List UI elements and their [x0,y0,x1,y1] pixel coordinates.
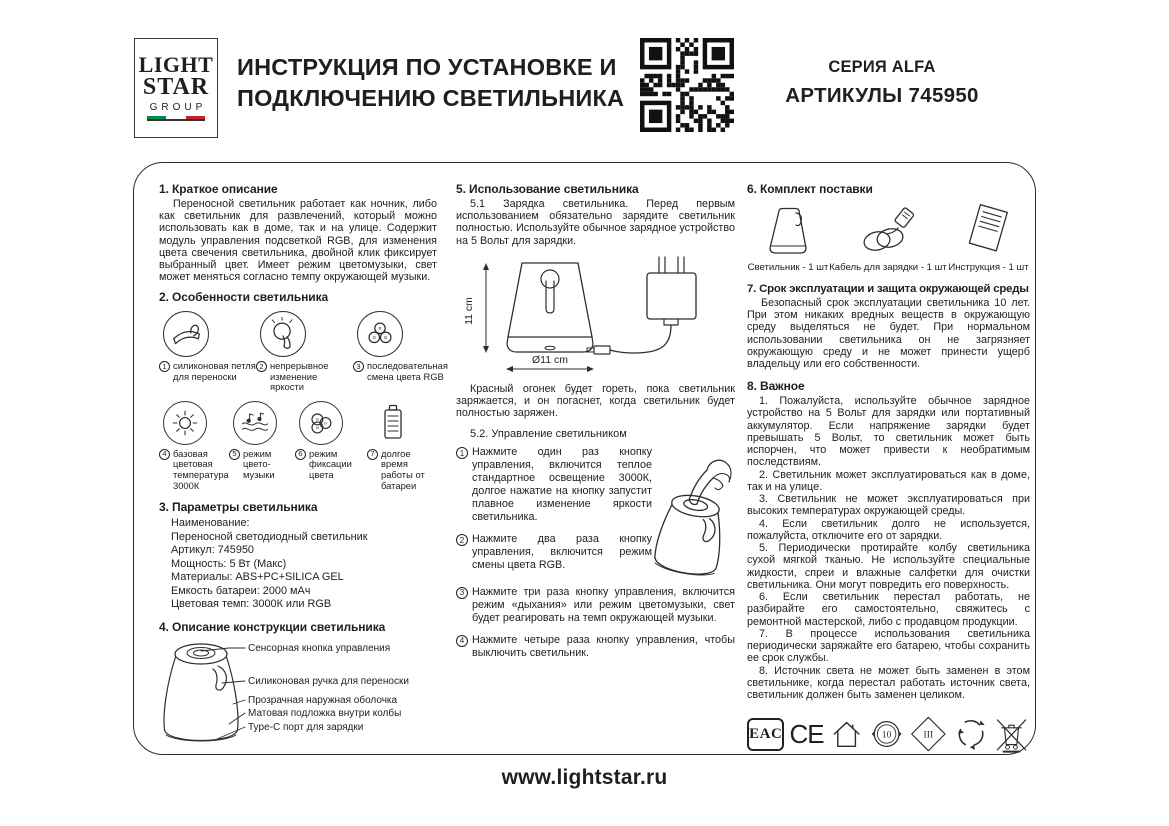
step-4-text: Нажмите четыре раза кнопку управления, чтобы выключить светильник. [472,633,735,659]
dim-diameter-label: Ø11 cm [532,353,568,366]
feature-4-label: базовая цветовая температура 3000К [173,447,229,491]
kit-item-lamp-label: Светильник - 1 шт [747,262,829,273]
kit-item-cable-label: Кабель для зарядки - 1 шт [829,262,947,273]
rgb-cycle-icon [357,311,403,357]
kit-item-lamp [747,202,829,273]
page-title-line1: ИНСТРУКЦИЯ ПО УСТАНОВКЕ И [237,54,617,80]
section7-body: Безопасный срок эксплуатации светильника 10 лет. При этом никаких вредных веществ в окружающую среду выделяться не будет. При нормальном использовании светильника он не загрязняет окружающую среду и не может принести ущерб владельцу или его собственности. [747,297,1030,370]
step-4-number: 4 [456,635,468,647]
website-url: www.lightstar.ru [501,766,668,789]
section6-title: 6. Комплект поставки [747,182,873,196]
feature-battery-life [367,401,437,491]
column-1 [159,182,448,756]
series-label: СЕРИЯ ALFA [828,58,936,76]
svg-text:G: G [323,420,328,426]
section7-title: 7. Срок эксплуатации и защита окружающей среды [747,283,1029,295]
music-waves-icon [233,401,277,445]
section3-title: 3. Параметры светильника [159,500,318,515]
section8-title: 8. Важное [747,379,805,394]
svg-text:G: G [372,335,377,341]
param-line: Наименование: [171,517,250,530]
feature-5-label: режим цвето-музыки [243,447,275,480]
svg-text:10: 10 [881,729,892,741]
lamp-construction-figure [159,638,437,756]
indoor-use-icon [829,714,864,754]
features-row-2 [159,401,437,491]
feature-brightness [256,311,353,393]
callout-matte-base: Матовая подложка внутри колбы [248,707,402,719]
step-2-number: 2 [456,534,468,546]
column-3 [747,182,1030,756]
ce-mark-icon: CE [789,719,824,750]
feature-color-lock [295,401,367,491]
kit-item-cable [829,202,947,273]
page-title-line2: ПОДКЛЮЧЕНИЮ СВЕТИЛЬНИКА [237,85,625,111]
step-1-number: 1 [456,447,468,459]
important-item: 8. Источник света не может быть заменен в этом светильнике, когда перестал работать источник света, светильник должен быть заменен целиком. [747,664,1030,702]
lamp-kit-icon [765,202,811,256]
feature-2-number: 2 [256,361,267,372]
hand-touching-lamp-illustration [649,448,735,598]
svg-text:B: B [316,424,319,430]
section4-title: 4. Описание конструкции светильника [159,619,386,634]
charging-paragraph: 5.1 Зарядка светильника. Перед первым использованием обязательно зарядите светильник полностью. Используйте обычное зарядное устройство на 5 Вольт для зарядки. [456,198,735,247]
feature-1-number: 1 [159,361,170,372]
callout-typec-port: Type-C порт для зарядки [248,721,364,733]
italian-flag-stripe [147,116,205,121]
param-line: Артикул: 745950 [171,544,254,557]
kit-item-manual [947,202,1030,273]
feature-2-label: непрерывное изменение яркости [270,360,329,393]
weee-bin-icon [993,712,1030,756]
kit-contents [747,202,1030,273]
section1-body: Переносной светильник работает как ночник, либо как светильник для развлечений, который можно использовать как в доме, так и на улице. Содержит модуль управления подсветкой RGB, для изменения цвета свечения светильника, двойной клик фиксирует выбранный цвет. Имеет режим цветомузыки, свет может меняться согласно темпу окружающей музыки. [159,198,437,284]
lightstar-logo [134,38,218,138]
column-2 [456,182,735,669]
features-row-1 [159,311,448,393]
important-item: 2. Светильник может эксплуатироваться как в доме, так и на улице. [747,468,1030,493]
svg-text:R: R [378,326,382,332]
ten-year-lifetime-icon [869,714,904,754]
svg-text:R: R [315,416,319,422]
param-line: Материалы: ABS+PC+SILICA GEL [171,571,344,584]
param-line: Цветовая темп: 3000К или RGB [171,598,332,611]
svg-text:B: B [384,335,388,341]
callout-silicone-handle: Силиконовая ручка для переноски [248,675,409,687]
param-line: Переносной светодиодный светильник [171,530,368,543]
eac-mark-icon: EAC [747,718,784,751]
callout-outer-shell: Прозрачная наружная оболочка [248,694,398,706]
feature-carry-loop [159,311,256,393]
series-block [762,58,1002,108]
class-iii-icon [909,712,948,756]
sun-3000k-icon [163,401,207,445]
feature-3-number: 3 [353,361,364,372]
battery-icon [371,401,415,445]
feature-4-number: 4 [159,449,170,460]
step-1-text: Нажмите один раз кнопку управления, включится теплое стандартное освещение 3000К, долгое нажатие на кнопку запустит плавное изменение яркости светильника. [472,446,652,524]
feature-music-mode [229,401,295,491]
important-item: 4. Если светильник долго не используется, пожалуйста, отключите его от зарядки. [747,517,1030,542]
step-2-text: Нажмите два раза кнопку управления, включится режим смены цвета RGB. [472,533,652,571]
step-2 [456,533,652,572]
dim-height-label: 11 cm [463,296,475,325]
step-4 [456,634,735,660]
qr-code [640,38,734,132]
color-fix-icon [299,401,343,445]
important-item: 5. Периодически протирайте колбу светильника сухой мягкой тканью. Не используйте специальные жидкости, спреи и влажные салфетки для очистки светильника. Они могут повредить его поверхность. [747,542,1030,591]
red-light-note: Красный огонек будет гореть, пока светильник заряжается, и он погаснет, когда светильник будет полностью заряжен. [456,382,735,420]
brightness-touch-icon [260,311,306,357]
step-1 [456,446,652,524]
certification-marks [747,712,1030,756]
logo-word-star: STAR [142,74,210,101]
feature-rgb [353,311,448,393]
important-item: 6. Если светильник перестал работать, не разбирайте его самостоятельно, свяжитесь с ремонтной мастерской, либо с продавцом продукции. [747,591,1030,628]
cable-kit-icon [857,202,919,256]
logo-word-group: GROUP [149,101,207,113]
page-title [237,52,624,114]
callout-touch-button: Сенсорная кнопка управления [248,642,391,654]
section2-title: 2. Особенности светильника [159,290,329,305]
carry-loop-icon [163,311,209,357]
section1-title: 1. Краткое описание [159,182,278,196]
charging-diagram [456,253,735,377]
logo-word-light: LIGHT [138,52,214,78]
feature-6-number: 6 [295,449,306,460]
feature-6-label: режим фиксации цвета [309,447,352,480]
param-line: Емкость батареи: 2000 мАч [171,584,311,597]
feature-3-label: последовательная смена цвета RGB [367,360,448,382]
feature-7-label: долгое время работы от батареи [381,447,425,491]
manual-kit-icon [964,202,1014,256]
feature-1-label: силиконовая петля для переноски [173,360,256,382]
important-list [747,395,1030,701]
important-item: 7. В процессе использования светильника периодически заряжайте его батарею, чтобы сохранить ее срок службы. [747,627,1030,665]
feature-color-temp [159,401,229,491]
control-steps [456,446,735,659]
step-3-number: 3 [456,587,468,599]
feature-5-number: 5 [229,449,240,460]
article-number: АРТИКУЛЫ 745950 [785,84,979,107]
feature-7-number: 7 [367,449,378,460]
recycle-icon [953,714,988,754]
important-item: 1. Пожалуйста, используйте обычное зарядное устройство на 5 Вольт для зарядки или портативный аккумулятор. Если напряжение зарядки будет превышать 5 Вольт, то светильник может быть испорчен, что может привести к необратимым последствиям. [747,395,1030,469]
important-item: 3. Светильник не может эксплуатироваться при высоких температурах окружающей среды. [747,493,1030,518]
kit-item-manual-label: Инструкция - 1 шт [948,262,1029,273]
section52-subtitle: 5.2. Управление светильником [470,428,627,441]
step-3-text: Нажмите три раза кнопку управления, включится режим «дыхания» или режим цветомузыки, свет будет реагировать на темп окружающей музыки. [472,585,735,624]
parameters-list [171,517,437,612]
svg-text:III: III [923,729,934,741]
param-line: Мощность: 5 Вт (Макс) [171,557,287,570]
section5-title: 5. Использование светильника [456,182,639,196]
